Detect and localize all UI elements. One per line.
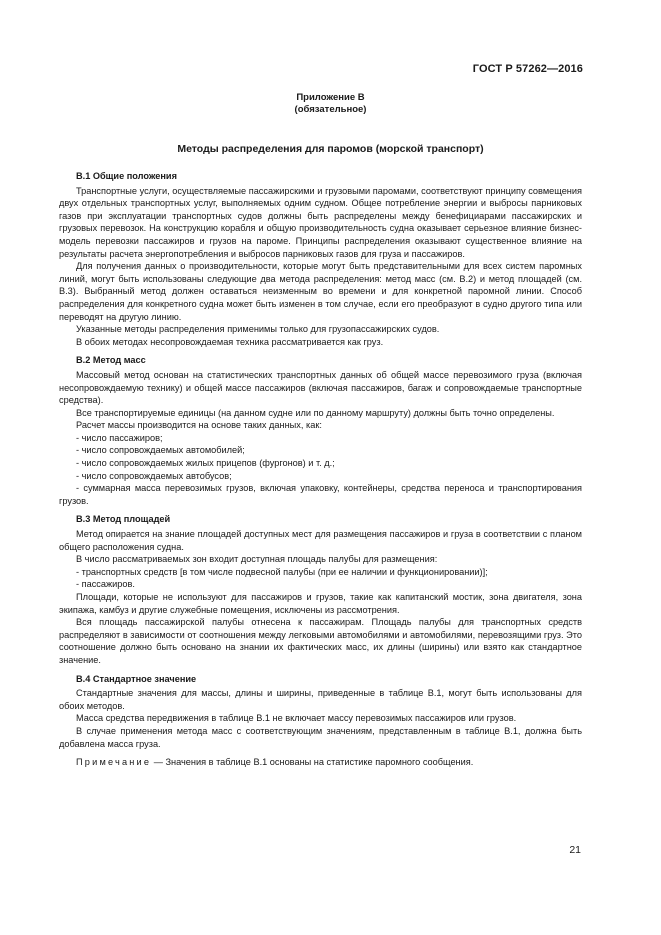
standard-number: ГОСТ Р 57262—2016 [472, 63, 583, 75]
list-item: - суммарная масса перевозимых грузов, включая упаковку, контейнеры, средства переноса и транспортирования грузов. [59, 483, 582, 506]
paragraph: Расчет массы производится на основе таких данных, как: [76, 420, 322, 431]
paragraph: Вся площадь пассажирской палубы отнесена к пассажирам. Площадь палубы для транспортных средств распределяют в зависимости от соотношения между легковыми автомобилями и автомобилями, перевозящими груз. Это соотношение должно быть основано на знании их фактических масс, их длины (ширины) или взято как стандартное значение. [59, 617, 582, 665]
section-b3 [59, 513, 582, 666]
appendix-heading [0, 92, 661, 116]
section-b2 [59, 354, 582, 507]
paragraph: Указанные методы распределения применимы только для грузопассажирских судов. [76, 324, 440, 335]
appendix-label: Приложение В [296, 92, 365, 103]
paragraph: Площади, которые не используют для пассажиров и грузов, такие как капитанский мостик, зона двигателя, зона экипажа, камбуз и другие служебные помещения, исключены из рассмотрения. [59, 592, 582, 615]
list-item: - транспортных средств [в том числе подвесной палубы (при ее наличии и функционировании)]; [76, 566, 488, 577]
appendix-title: Методы распределения для паромов (морской транспорт) [177, 143, 484, 155]
paragraph: Масса средства передвижения в таблице В.1 не включает массу перевозимых пассажиров или грузов. [76, 713, 517, 724]
list-item: - число сопровождаемых автобусов; [76, 470, 232, 481]
paragraph: Массовый метод основан на статистических транспортных данных об общей массе перевозимого груза (включая несопровождаемую технику) и общей массе пассажиров (включая пассажиров, багаж и сопровождаемые транспортные средства). [59, 369, 582, 406]
paragraph: Стандартные значения для массы, длины и ширины, приведенные в таблице В.1, могут быть использованы для обоих методов. [59, 688, 582, 711]
section-b4 [59, 673, 582, 769]
page-number: 21 [569, 844, 581, 856]
note-text: — Значения в таблице В.1 основаны на статистике паромного сообщения. [151, 757, 474, 768]
appendix-status: (обязательное) [294, 104, 367, 115]
section-heading: В.2 Метод масс [76, 355, 146, 366]
list-item: - число сопровождаемых автомобилей; [76, 445, 245, 456]
list-item: - число сопровождаемых жилых прицепов (фургонов) и т. д.; [76, 458, 335, 469]
section-heading: В.1 Общие положения [76, 171, 177, 181]
area-zones-list [59, 566, 582, 591]
note-label: Примечание [76, 757, 152, 768]
document-body [59, 170, 582, 769]
paragraph: Все транспортируемые единицы (на данном судне или по данному маршруту) должны быть точно определены. [76, 407, 555, 418]
paragraph: В обоих методах несопровождаемая техника рассматривается как груз. [76, 336, 384, 347]
section-heading: В.3 Метод площадей [76, 514, 171, 525]
list-item: - пассажиров. [76, 579, 135, 590]
section-heading: В.4 Стандартное значение [76, 673, 197, 684]
list-item: - число пассажиров; [76, 432, 163, 443]
paragraph: В случае применения метода масс с соответствующим значениям, представленным в таблице В.1, должна быть добавлена масса груза. [59, 725, 582, 749]
paragraph: Для получения данных о производительности, которые могут быть представительными для всех систем паромных линий, могут быть использованы следующие два метода распределения: метод масс (см. В.2) и метод площадей (см. В.3). Выбранный метод должен оставаться неизменным во времени и для конкретной паромной линии. Способ распределения для конкретного судна может быть изменен в том случае, если его преобразуют в судно другого типа или переводят на другую линию. [59, 261, 582, 322]
paragraph: В число рассматриваемых зон входит доступная площадь палубы для размещения: [76, 554, 438, 565]
section-b1 [59, 170, 582, 348]
paragraph: Метод опирается на знание площадей доступных мест для размещения пассажиров и груза в соответствии с планом общего расположения судна. [59, 529, 582, 552]
paragraph: Транспортные услуги, осуществляемые пассажирскими и грузовыми паромами, соответствуют принципу совмещения двух отдельных транспортных услуг, выполняемых одним судном. Общее потребление энергии и выбросы парниковых газов при эксплуатации транспортных судов должны быть распределены между бенефициарами пассажирских и грузовых перевозок. На конструкцию корабля и общую производительность судна оказывает серьезное влияние бизнес-модель перевозки пассажиров и грузов на пароме. Принципы распределения оказывают существенное влияние на результаты расчета энергопотребления и выбросов парниковых газов для груза и пассажиров. [59, 185, 582, 259]
mass-data-list [59, 432, 582, 508]
note [59, 756, 582, 769]
